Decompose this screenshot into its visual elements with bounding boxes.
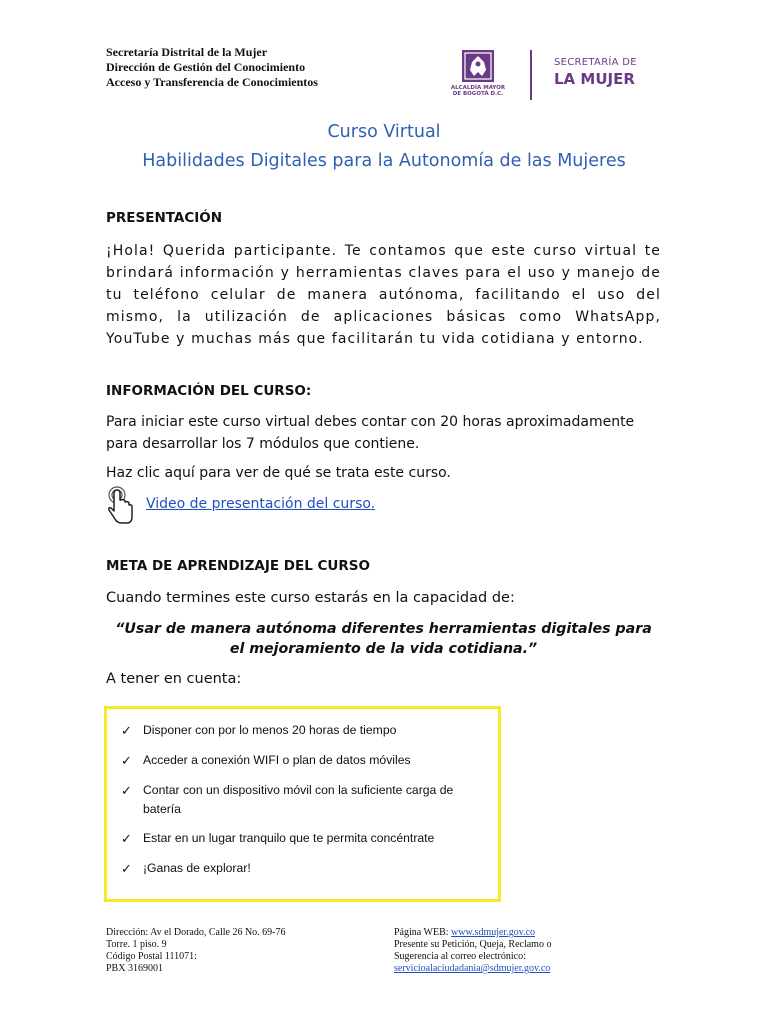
checklist-item-text: Disponer con por lo menos 20 horas de tiempo [143, 723, 397, 737]
footer-contact-line: Sugerencia al correo electrónico: [394, 951, 526, 962]
checkmark-icon: ✓ [121, 723, 132, 738]
footer-address-line: Dirección: Av el Dorado, Calle 26 No. 69-76 [106, 927, 286, 938]
footer-address [106, 927, 286, 975]
header-line-1: Secretaría Distrital de la Mujer [106, 45, 268, 59]
checkmark-icon: ✓ [121, 753, 132, 768]
checkmark-icon: ✓ [121, 861, 132, 876]
checklist-item [121, 859, 493, 878]
doc-title-line-1: Curso Virtual [327, 122, 441, 142]
footer-web-line [394, 927, 551, 939]
footer-address-line: PBX 3169001 [106, 963, 163, 974]
footer-address-line: Código Postal 111071: [106, 951, 197, 962]
hand-pointer-icon [104, 485, 138, 527]
footer-email-link[interactable]: servicioalaciudadania@sdmujer.gov.co [394, 963, 551, 974]
checklist-item [121, 829, 493, 848]
meta-intro: Cuando termines este curso estarás en la capacidad de: [106, 590, 515, 606]
header-logos [448, 46, 648, 104]
alcaldia-line-1: ALCALDÍA MAYOR [450, 85, 506, 91]
secretaria-big: LA MUJER [554, 70, 635, 88]
alcaldia-line-2: DE BOGOTÁ D.C. [452, 91, 504, 97]
footer-contact-line: Presente su Petición, Queja, Reclamo o [394, 939, 552, 950]
presentacion-text: ¡Hola! Querida participante. Te contamos que este curso virtual te brindará información y herramientas claves para el uso y manejo de tu teléfono celular de manera autónoma, facilitando el uso del mismo, la utilización de aplicaciones básicas como WhatsApp, YouTube y muchas más que facilitarán tu vida cotidiana y entorno. [106, 243, 661, 347]
informacion-text: Para iniciar este curso virtual debes contar con 20 horas aproximadamente para desarrollar los 7 módulos que contiene. [106, 414, 635, 452]
checklist-box [104, 706, 501, 902]
checkmark-icon: ✓ [121, 831, 132, 846]
checklist-item-text: Contar con un dispositivo móvil con la suficiente carga de batería [143, 783, 454, 816]
footer-web-link[interactable]: www.sdmujer.gov.co [451, 927, 536, 938]
note-label: A tener en cuenta: [106, 671, 242, 687]
footer-contact [394, 927, 551, 975]
checklist-item [121, 751, 493, 770]
checklist-item-text: Acceder a conexión WIFI o plan de datos móviles [143, 753, 411, 767]
doc-title-line-2: Habilidades Digitales para la Autonomía de las Mujeres [142, 151, 626, 171]
video-presentation-link[interactable]: Video de presentación del curso. [146, 496, 376, 512]
checklist-item [121, 721, 493, 740]
header-line-2: Dirección de Gestión del Conocimiento [106, 60, 306, 74]
meta-quote: “Usar de manera autónoma diferentes herramientas digitales para el mejoramiento de la vida cotidiana.” [115, 621, 652, 657]
logo-divider [530, 50, 532, 100]
meta-heading: META DE APRENDIZAJE DEL CURSO [106, 558, 370, 574]
checklist-item-text: ¡Ganas de explorar! [143, 861, 251, 875]
alcaldia-text [450, 85, 506, 97]
presentacion-heading: PRESENTACIÓN [106, 210, 223, 226]
checkmark-icon: ✓ [121, 783, 132, 798]
footer-address-line: Torre. 1 piso. 9 [106, 939, 167, 950]
click-here-text: Haz clic aquí para ver de qué se trata este curso. [106, 465, 451, 481]
footer-web-label: Página WEB: [394, 927, 452, 938]
informacion-heading: INFORMACIÓN DEL CURSO: [106, 383, 312, 399]
checklist-item-text: Estar en un lugar tranquilo que te permita concéntrate [143, 831, 435, 845]
checklist-item [121, 781, 483, 819]
secretaria-small: SECRETARÍA DE [554, 57, 637, 68]
header-line-3: Acceso y Transferencia de Conocimientos [106, 75, 318, 89]
